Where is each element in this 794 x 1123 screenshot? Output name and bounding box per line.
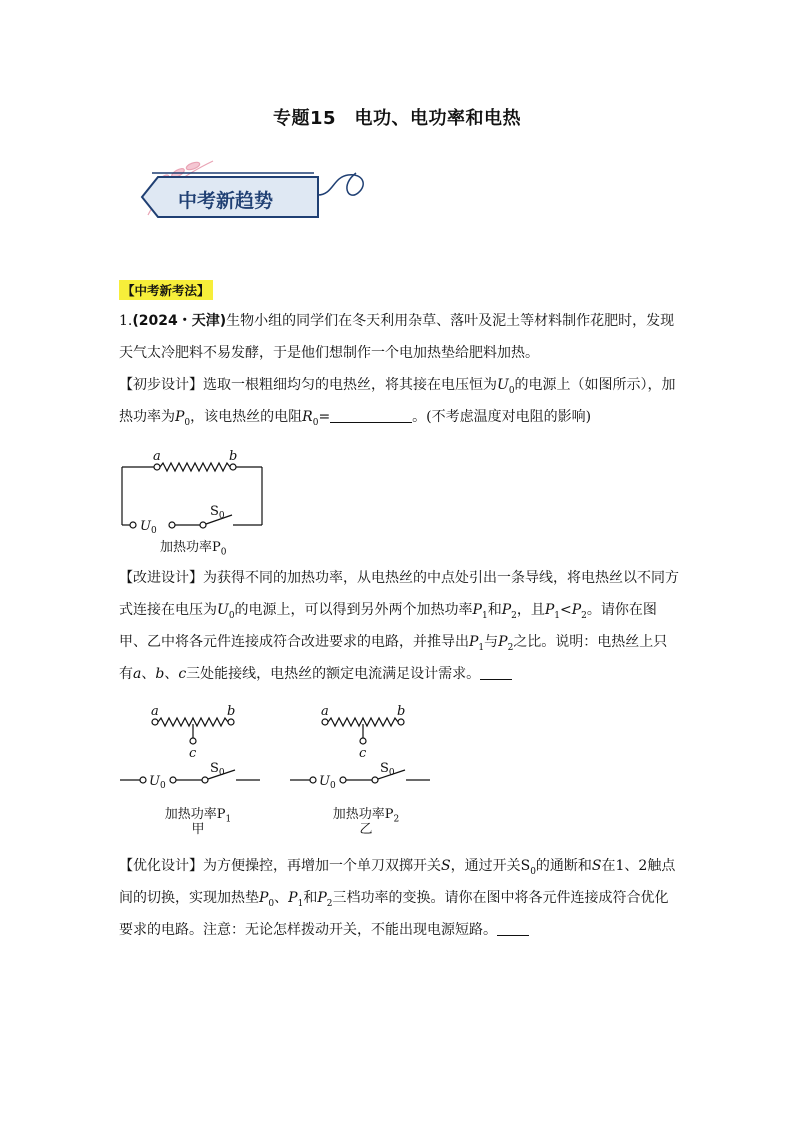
separator: 、 [164, 666, 179, 682]
improved-text-h: 之比。说明：电热丝上只有 [119, 634, 668, 682]
initial-text-d: = [318, 409, 331, 425]
question-intro-text: 生物小组的同学们在冬天利用杂草、落叶及泥土等材料制作花肥时，发现天气太冷肥料不易发酵，于是他们想制作一个电加热垫给肥料加热。 [119, 313, 675, 361]
initial-text-a: 选取一根粗细均匀的电热丝，将其接在电压恒为 [203, 377, 497, 393]
figA-label: 甲 [191, 822, 205, 837]
optimized-text-g: 、 [274, 890, 289, 906]
sub-2: 2 [507, 642, 514, 653]
question-number: 1. [119, 313, 133, 329]
page-title: 专题15 电功、电功率和电热 [272, 108, 522, 129]
improved-design [119, 562, 679, 690]
terminal-c-label: c [359, 746, 367, 761]
answer-blank[interactable] [497, 919, 529, 936]
improved-text-b: 的电源上，可以得到另外两个加热功率 [234, 602, 473, 618]
symbol-p: P [472, 602, 482, 618]
improved-text-f: 。请你在图甲、乙中将各元件连接成符合改进要求的电路，并推导出 [119, 602, 657, 650]
question-source: (2024・天津) [132, 313, 227, 329]
section-tag: 【中考新考法】 [119, 280, 213, 300]
sub-0: 0 [312, 417, 319, 428]
symbol-p: P [259, 890, 269, 906]
sub-2: 2 [581, 610, 587, 621]
improved-text-a: 为获得不同的加热功率，从电热丝的中点处引出一条导线，将电热丝以不同方式连接在电压为 [119, 570, 679, 618]
terminal-b-label: b [397, 704, 406, 719]
switch-label: $S_0$ [210, 504, 225, 521]
figA-caption: 加热功率$P_1$ 甲 [158, 803, 238, 838]
source-label: $U_0$ [140, 519, 157, 536]
source-label: $U_0$ [319, 774, 336, 791]
terminal-a-label: a [153, 449, 161, 464]
symbol-r: R [302, 409, 313, 425]
initial-text-e: 。(不考虑温度对电阻的影响) [412, 409, 592, 425]
optimized-text-d: 在 [601, 858, 616, 874]
symbol-p: P [317, 890, 327, 906]
sub-0: 0 [184, 417, 191, 428]
separator: 、 [141, 666, 156, 682]
source-label: $U_0$ [149, 774, 166, 791]
sub-0: 0 [530, 866, 536, 877]
optimized-text-c: 的通断和 [535, 858, 592, 874]
symbol-u: U [497, 377, 509, 393]
improved-text-g: 与 [484, 634, 499, 650]
symbol-s: S [591, 858, 602, 874]
improved-text-c: 和 [487, 602, 502, 618]
symbol-a: a [133, 666, 142, 682]
sub-1: 1 [478, 642, 485, 653]
symbol-p: P [501, 602, 512, 618]
symbol-u: U [217, 602, 229, 618]
improved-text-d: ，且 [516, 602, 545, 618]
optimized-heading: 【优化设计】 [119, 858, 203, 874]
symbol-p: P [498, 634, 508, 650]
answer-blank[interactable] [330, 406, 412, 423]
sub-0: 0 [268, 898, 275, 909]
symbol-c: c [178, 666, 187, 682]
switch-label: $S_0$ [380, 761, 395, 778]
fig1-caption: 加热功率$P_0$ [160, 540, 227, 558]
sub-0: 0 [508, 385, 515, 396]
symbol-p: P [288, 890, 298, 906]
symbol-p: P [544, 602, 555, 618]
heating-wire [160, 463, 230, 471]
symbol-b: b [155, 666, 165, 682]
improved-text-e: < [560, 602, 572, 618]
terminal-c-label: c [189, 746, 197, 761]
symbol-p: P [571, 602, 582, 618]
optimized-text-f: 触点间的切换，实现加热垫 [119, 858, 676, 906]
figB-caption: 加热功率$P_2$ 乙 [326, 803, 406, 838]
optimized-design [119, 850, 679, 946]
optimized-text-h: 和 [303, 890, 318, 906]
optimized-text-b: ，通过开关 [450, 858, 521, 874]
improved-heading: 【改进设计】 [119, 570, 203, 586]
optimized-text-e: 1、2 [615, 858, 648, 874]
sub-2: 2 [326, 898, 333, 909]
improved-text-i: 三处能接线，电热丝的额定电流满足设计需求。 [186, 666, 481, 682]
sub-1: 1 [297, 898, 304, 909]
symbol-s: S [520, 858, 531, 874]
terminal-b-label: b [227, 704, 236, 719]
terminal-a-label: a [321, 704, 329, 719]
sub-1: 1 [554, 610, 561, 621]
sub-0: 0 [228, 610, 235, 621]
sub-1: 1 [481, 610, 488, 621]
question-intro [119, 305, 679, 369]
optimized-text-i: 三档功率的变换。请你在图中将各元件连接成符合优化要求的电路。注意：无论怎样拨动开关，不能出现电源短路。 [119, 890, 669, 938]
optimized-text-a: 为方便操控，再增加一个单刀双掷开关 [203, 858, 441, 874]
symbol-p: P [469, 634, 479, 650]
banner-label: 中考新趋势 [178, 190, 274, 212]
initial-heading: 【初步设计】 [119, 377, 203, 393]
sub-2: 2 [511, 610, 517, 621]
symbol-p: P [175, 409, 185, 425]
symbol-s: S [441, 858, 451, 874]
circuit-diagram-b [280, 700, 450, 800]
circuit-diagram-a [110, 700, 280, 800]
initial-text-b: 的电源上（如图所示），加热功率为 [119, 377, 676, 425]
initial-text-c: ，该电热丝的电阻 [190, 409, 303, 425]
answer-blank[interactable] [480, 663, 512, 680]
initial-design [119, 369, 679, 433]
switch-label: $S_0$ [210, 761, 225, 778]
terminal-b-label: b [229, 449, 238, 464]
figB-label: 乙 [359, 822, 373, 837]
terminal-a-label: a [151, 704, 159, 719]
